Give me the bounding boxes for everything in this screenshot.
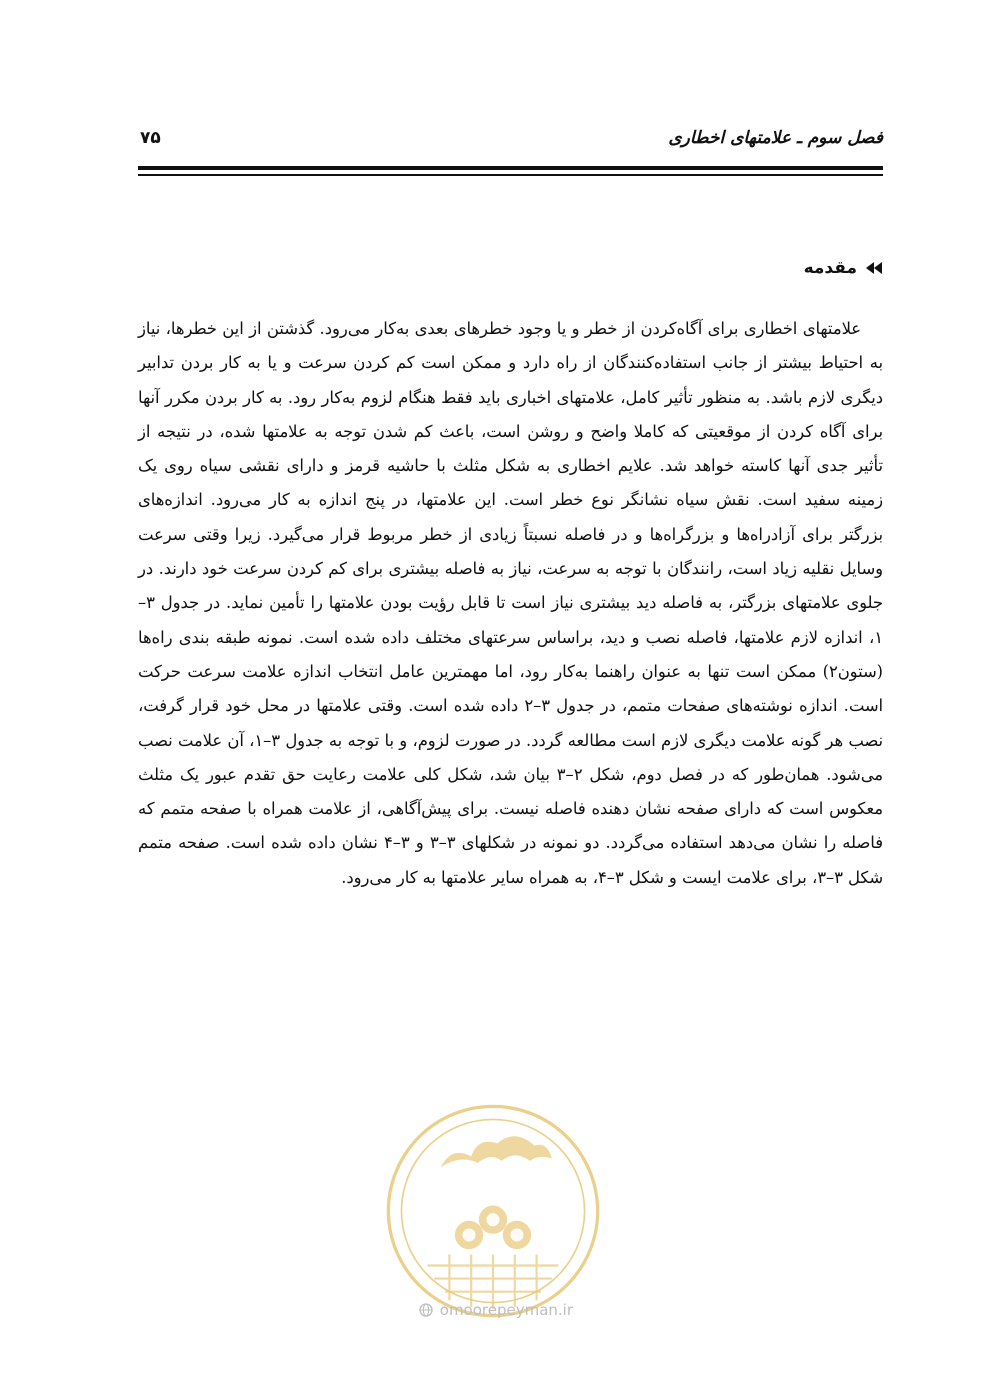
- header-rule-thin: [138, 174, 883, 176]
- header-rule-thick: [138, 166, 883, 170]
- chapter-title: فصل سوم ـ علامتهای اخطاری: [668, 128, 883, 148]
- globe-icon: [419, 1303, 433, 1317]
- watermark-url: [0, 1301, 992, 1319]
- section-heading-text: مقدمه: [803, 258, 857, 278]
- running-header: [138, 124, 883, 154]
- watermark-logo: [384, 1102, 602, 1320]
- body-paragraph: علامتهای اخطاری برای آگاه‌کردن از خطر و یا وجود خطرهای بعدی به‌کار می‌رود. گذشتن از این خطرها، نیاز به احتیاط بیشتر از جانب استفاده‌کنندگان از راه دارد و ممکن است کم کردن سرعت و یا به کار بردن تدابیر دیگری لازم باشد. به منظور تأثیر کامل، علامتهای اخباری باید فقط هنگام لزوم به‌کار رود. به کار بردن مکرر آنها برای آگاه کردن از موقعیتی که کاملا واضح و روشن است، باعث کم شدن توجه به علامتها شده، در نتیجه از تأثیر جدی آنها کاسته خواهد شد. علایم اخطاری به شکل مثلث با حاشیه قرمز و دارای نقشی سیاه روی یک زمینه سفید است. نقش سیاه نشانگر نوع خطر است. این علامتها، در پنج اندازه به کار می‌رود. اندازه‌های بزرگتر برای آزادراه‌ها و بزرگراه‌ها و در فاصله نسبتاً زیادی از خطر مربوط قرار می‌گیرد. زیرا وقتی سرعت وسایل نقلیه زیاد است، رانندگان با توجه به سرعت، نیاز به فاصله بیشتری برای کم کردن سرعت خود دارند. در جلوی علامتهای بزرگتر، به فاصله دید بیشتری نیاز است تا قابل رؤیت بودن علامتها را تأمین نماید. در جدول ۳–۱، اندازه لازم علامتها، فاصله نصب و دید، براساس سرعتهای مختلف داده شده است. نمونه طبقه بندی راه‌ها (ستون۲) ممکن است تنها به عنوان راهنما به‌کار رود، اما مهمترین عامل انتخاب اندازه علامت سرعت حرکت است. اندازه نوشته‌های صفحات متمم، در جدول ۳–۲ داده شده است. وقتی علامتها در محل خود قرار گرفت، نصب هر گونه علامت دیگری لازم است مطالعه گردد. در صورت لزوم، و با توجه به جدول ۳–۱، آن علامت نصب می‌شود. همان‌طور که در فصل دوم، شکل ۲–۳ بیان شد، شکل کلی علامت رعایت حق تقدم عبور یک مثلث معکوس است که دارای صفحه نشان دهنده فاصله نیست. برای پیش‌آگاهی، از علامت همراه با صفحه متمم که فاصله را نشان می‌دهد استفاده می‌گردد. دو نمونه در شکلهای ۳–۳ و ۳–۴ نشان داده شده است. صفحه متمم شکل ۳–۳، برای علامت ایست و شکل ۳–۴، به همراه سایر علامتها به کار می‌رود.: [138, 319, 883, 887]
- watermark-url-text: omoorepeyman.ir: [439, 1301, 574, 1319]
- page-number: ۷۵: [140, 128, 161, 148]
- section-heading: [804, 258, 883, 278]
- double-chevron-left-icon: [865, 261, 883, 275]
